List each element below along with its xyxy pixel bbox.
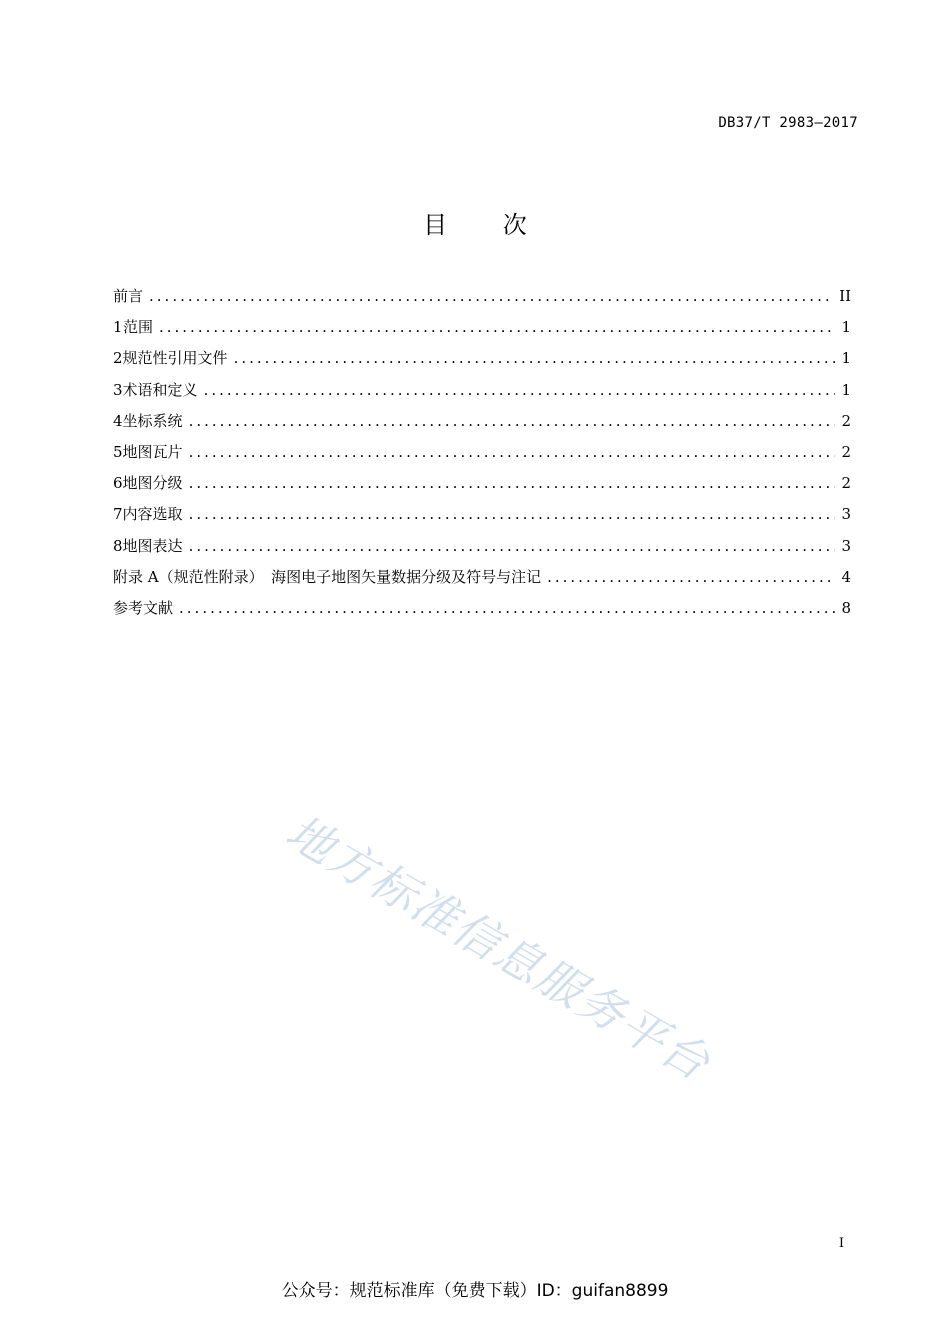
toc-leader-dots <box>189 412 836 430</box>
toc-entry-page: 2 <box>841 474 851 493</box>
toc-entry-number: 7 <box>113 505 123 524</box>
toc-leader-dots <box>149 287 833 305</box>
toc-entry-page: 1 <box>841 349 851 368</box>
toc-entry-page: 3 <box>841 505 851 524</box>
toc-entry-label: 地图瓦片 <box>122 442 183 461</box>
toc-entry-label: 参考文献 <box>113 598 174 617</box>
toc-entry-number: 5 <box>113 442 123 461</box>
toc-leader-dots <box>159 318 835 336</box>
toc-entry-label: 地图表达 <box>122 536 183 555</box>
toc-leader-dots <box>189 505 836 523</box>
toc-entry-number: 4 <box>113 411 123 430</box>
toc-entry[interactable] <box>113 503 851 534</box>
toc-entry-label: 前言 <box>113 287 144 305</box>
toc-entry-label: 规范性引用文件 <box>122 349 228 368</box>
toc-entry-page: 2 <box>841 442 851 461</box>
toc-entry[interactable] <box>113 597 851 628</box>
toc-entry-label: 附录 A（规范性附录） 海图电子地图矢量数据分级及符号与注记 <box>113 567 542 586</box>
toc-entry-page: 1 <box>841 380 851 399</box>
toc-leader-dots <box>189 537 836 555</box>
standard-code: DB37/T 2983—2017 <box>718 115 858 131</box>
toc-entry[interactable] <box>113 441 851 472</box>
toc-title: 目 次 <box>423 211 551 239</box>
toc-entry-number: 3 <box>113 380 123 399</box>
toc-leader-dots <box>179 599 835 617</box>
watermark: 地方标准信息服务平台 <box>277 804 720 1091</box>
toc-entry-label: 术语和定义 <box>122 380 198 399</box>
footer-text: 公众号：规范标准库（免费下载）ID：guifan8899 <box>281 1281 669 1301</box>
toc-entry-number: 8 <box>113 536 123 555</box>
toc-entry-page: 2 <box>841 411 851 430</box>
toc-entry[interactable] <box>113 535 851 566</box>
toc-entry-label: 坐标系统 <box>122 411 183 430</box>
table-of-contents <box>113 285 851 628</box>
toc-entry-page: 3 <box>841 536 851 555</box>
toc-entry[interactable] <box>113 347 851 378</box>
toc-leader-dots <box>234 349 836 367</box>
toc-entry[interactable] <box>113 566 851 597</box>
toc-entry-label: 范围 <box>122 318 153 337</box>
toc-entry-page: 4 <box>841 567 851 586</box>
toc-entry-page: 8 <box>841 598 851 617</box>
toc-entry-page: 1 <box>841 318 851 337</box>
toc-entry[interactable] <box>113 285 851 316</box>
toc-leader-dots <box>204 381 836 399</box>
toc-entry-label: 地图分级 <box>122 474 183 493</box>
toc-leader-dots <box>189 474 836 492</box>
toc-entry[interactable] <box>113 410 851 441</box>
toc-leader-dots <box>547 568 835 586</box>
toc-leader-dots <box>189 443 836 461</box>
toc-entry-number: 1 <box>113 318 123 337</box>
toc-entry-label: 内容选取 <box>122 505 183 524</box>
toc-entry[interactable] <box>113 472 851 503</box>
toc-entry-number: 2 <box>113 349 123 368</box>
toc-entry[interactable] <box>113 379 851 410</box>
page-number: I <box>838 1236 844 1251</box>
toc-entry[interactable] <box>113 316 851 347</box>
toc-entry-number: 6 <box>113 474 123 493</box>
toc-entry-page: II <box>839 287 851 305</box>
